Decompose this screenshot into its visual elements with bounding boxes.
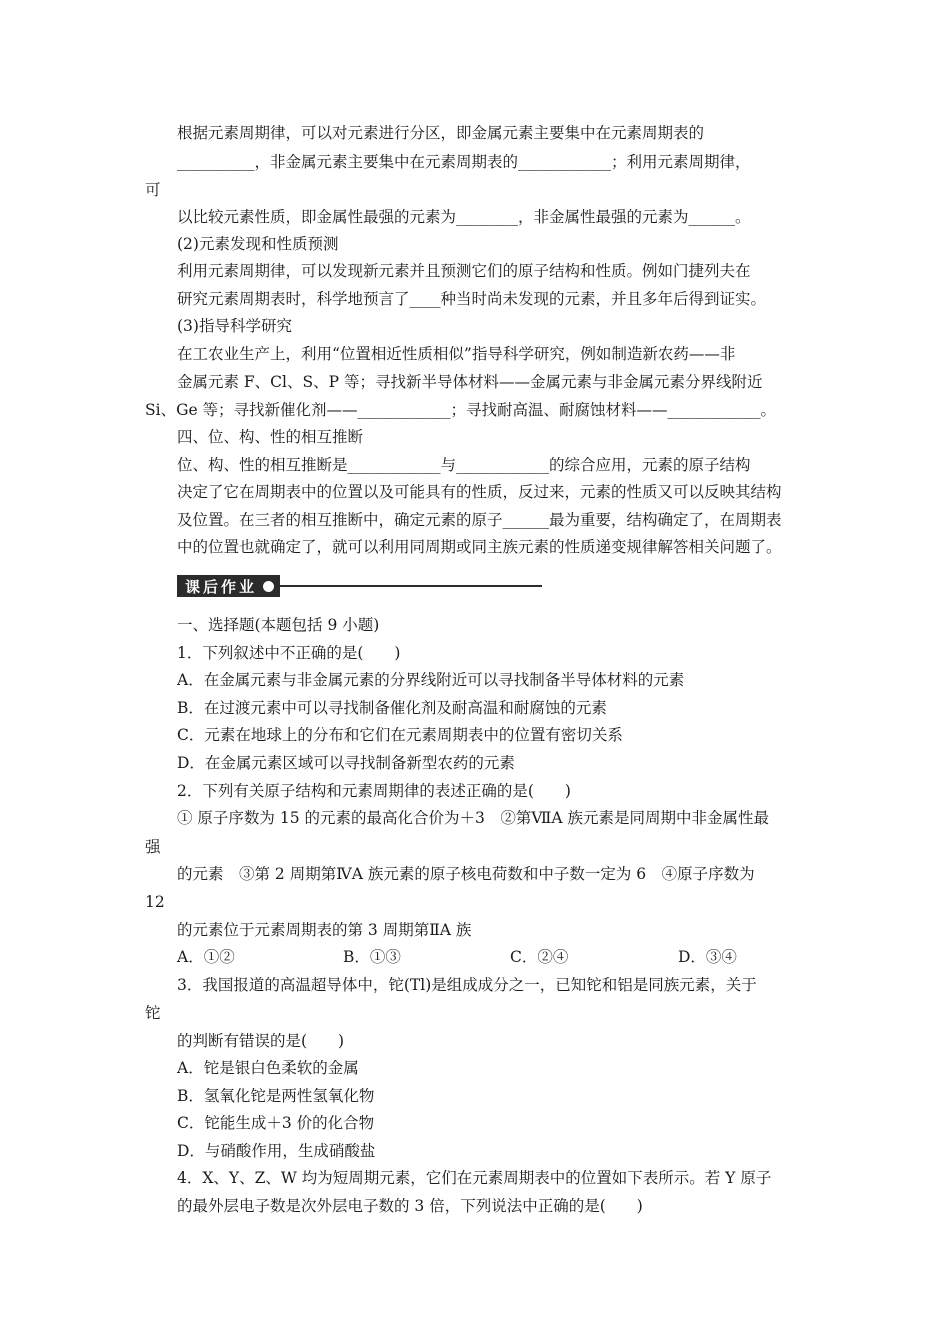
text-line: 强 bbox=[145, 838, 161, 856]
option-d: D．③④ bbox=[678, 948, 737, 966]
text-line: 研究元素周期表时，科学地预言了____种当时尚未发现的元素，并且多年后得到证实。 bbox=[177, 290, 767, 308]
option-line: D．在金属元素区域可以寻找制备新型农药的元素 bbox=[177, 754, 515, 772]
option-line: A．在金属元素与非金属元素的分界线附近可以寻找制备半导体材料的元素 bbox=[177, 671, 685, 689]
option-line: D．与硝酸作用，生成硝酸盐 bbox=[177, 1142, 376, 1160]
text-line: 12 bbox=[145, 893, 165, 911]
question-stem: 4．X、Y、Z、W 均为短周期元素，它们在元素周期表中的位置如下表所示。若 Y 原子 bbox=[177, 1169, 772, 1187]
text-line: 位、构、性的相互推断是____________与____________的综合应用，元素的原子结构 bbox=[177, 456, 751, 474]
text-line: 利用元素周期律，可以发现新元素并且预测它们的原子结构和性质。例如门捷列夫在 bbox=[177, 262, 751, 280]
text-line: 的元素位于元素周期表的第 3 周期第ⅡA 族 bbox=[177, 921, 472, 939]
option-line: A．铊是银白色柔软的金属 bbox=[177, 1059, 359, 1077]
option-line: C．元素在地球上的分布和它们在元素周期表中的位置有密切关系 bbox=[177, 726, 623, 744]
option-line: B．氢氧化铊是两性氢氧化物 bbox=[177, 1087, 375, 1105]
heading-rule bbox=[280, 585, 542, 587]
text-line: 决定了它在周期表中的位置以及可能具有的性质，反过来，元素的性质又可以反映其结构 bbox=[177, 483, 782, 501]
text-line: 的判断有错误的是( ) bbox=[177, 1032, 345, 1050]
text-line: Si、Ge 等；寻找新催化剂——____________；寻找耐高温、耐腐蚀材料——____________。 bbox=[145, 401, 777, 419]
text-line: 根据元素周期律，可以对元素进行分区，即金属元素主要集中在元素周期表的 bbox=[177, 124, 705, 142]
text-line: 中的位置也就确定了，就可以利用同周期或同主族元素的性质递变规律解答相关问题了。 bbox=[177, 538, 782, 556]
question-stem: 2．下列有关原子结构和元素周期律的表述正确的是( ) bbox=[177, 782, 571, 800]
option-line: C．铊能生成＋3 价的化合物 bbox=[177, 1114, 375, 1132]
text-line: 铊 bbox=[145, 1004, 161, 1022]
subsection-title: (2)元素发现和性质预测 bbox=[177, 235, 339, 253]
exercise-section-title: 一、选择题(本题包括 9 小题) bbox=[177, 616, 380, 634]
text-line: 以比较元素性质，即金属性最强的元素为________，非金属性最强的元素为______。 bbox=[177, 208, 751, 226]
section-title: 四、位、构、性的相互推断 bbox=[177, 428, 364, 446]
question-stem: 1．下列叙述中不正确的是( ) bbox=[177, 644, 401, 662]
homework-heading-text: 课后作业 bbox=[185, 577, 258, 596]
option-line: B．在过渡元素中可以寻找制备催化剂及耐高温和耐腐蚀的元素 bbox=[177, 699, 607, 717]
text-line: 的元素 ③第 2 周期第ⅣA 族元素的原子核电荷数和中子数一定为 6 ④原子序数为 bbox=[177, 865, 755, 883]
option-a: A．①② bbox=[177, 948, 235, 966]
text-line: 的最外层电子数是次外层电子数的 3 倍，下列说法中正确的是( ) bbox=[177, 1197, 643, 1215]
option-c: C．②④ bbox=[510, 948, 569, 966]
text-line: 在工农业生产上，利用“位置相近性质相似”指导科学研究，例如制造新农药——非 bbox=[177, 345, 736, 363]
text-line: 及位置。在三者的相互推断中，确定元素的原子______最为重要，结构确定了，在周期表 bbox=[177, 511, 782, 529]
text-line: ① 原子序数为 15 的元素的最高化合价为＋3 ②第ⅦA 族元素是同周期中非金属性最 bbox=[177, 809, 769, 827]
homework-heading-label bbox=[177, 575, 280, 597]
text-line: 可 bbox=[145, 181, 161, 199]
text-line: 金属元素 F、Cl、S、P 等；寻找新半导体材料——金属元素与非金属元素分界线附近 bbox=[177, 373, 763, 391]
text-line: __________，非金属元素主要集中在元素周期表的____________；利用元素周期律， bbox=[177, 153, 751, 171]
bullet-dot-icon bbox=[263, 581, 274, 592]
subsection-title: (3)指导科学研究 bbox=[177, 317, 292, 335]
question-stem: 3．我国报道的高温超导体中，铊(Tl)是组成成分之一，已知铊和铝是同族元素，关于 bbox=[177, 976, 757, 994]
option-b: B．①③ bbox=[343, 948, 401, 966]
homework-heading bbox=[177, 575, 542, 597]
